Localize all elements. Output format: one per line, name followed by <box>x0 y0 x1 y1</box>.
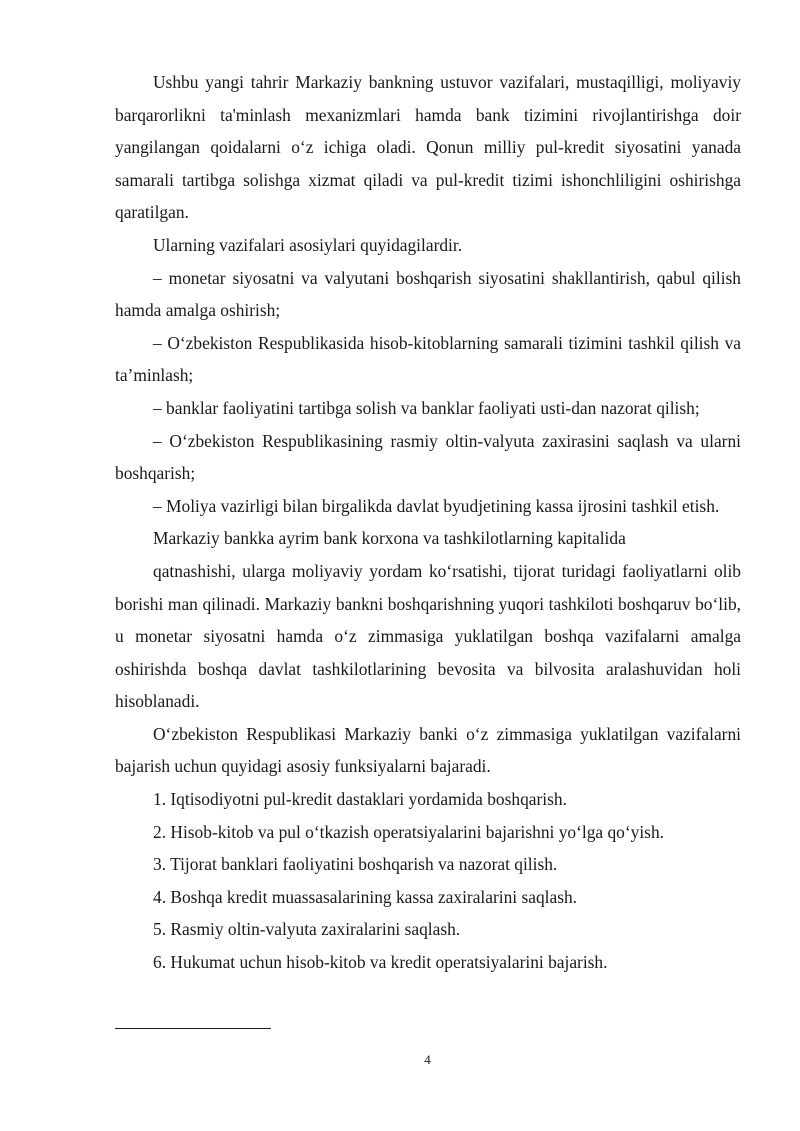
paragraph-intro: Ushbu yangi tahrir Markaziy bankning ustuvor vazifalari, mustaqilligi, moliyaviy barqarorlikni ta'minlash mexanizmlari hamda bank tizimini rivojlantirishga doir yangilangan qoidalarni o‘z ichiga oladi. Qonun milliy pul-kredit siyosatini yanada samarali tartibga solishga xizmat qiladi va pul-kredit tizimi ishonchliligini oshirishga qaratilgan. <box>115 72 741 223</box>
task-item-monetary-policy: – monetar siyosatni va valyutani boshqarish siyosatini shakllantirish, qabul qilish hamda amalga oshirish; <box>115 267 741 321</box>
function-item: 5. Rasmiy oltin-valyuta zaxiralarini saqlash. <box>153 919 461 940</box>
paragraph-functions-intro: O‘zbekiston Respublikasi Markaziy banki o‘z zimmasiga yuklatilgan vazifalarni bajarish uchun quyidagi asosiy funksiyalarni bajaradi. <box>115 723 741 777</box>
paragraph-restrictions-start: Markaziy bankka ayrim bank korxona va tashkilotlarning kapitalida <box>153 528 626 549</box>
function-item: 1. Iqtisodiyotni pul-kredit dastaklari yordamida boshqarish. <box>153 789 567 810</box>
function-item: 3. Tijorat banklari faoliyatini boshqarish va nazorat qilish. <box>153 854 558 875</box>
function-item: 4. Boshqa kredit muassasalarining kassa zaxiralarini saqlash. <box>153 886 578 907</box>
function-item: 6. Hukumat uchun hisob-kitob va kredit operatsiyalarini bajarish. <box>153 952 608 973</box>
task-item-bank-supervision: – banklar faoliyatini tartibga solish va banklar faoliyati usti-dan nazorat qilish; <box>153 397 700 418</box>
function-item: 2. Hisob-kitob va pul o‘tkazish operatsiyalarini bajarishni yo‘lga qo‘yish. <box>153 821 664 842</box>
page-number: 4 <box>424 1052 431 1067</box>
task-item-settlement-system: – O‘zbekiston Respublikasida hisob-kitoblarning samarali tizimini tashkil qilish va ta’minlash; <box>115 332 741 386</box>
task-item-budget-execution: – Moliya vazirligi bilan birgalikda davlat byudjetining kassa ijrosini tashkil etish. <box>153 495 720 516</box>
task-item-reserves: – O‘zbekiston Respublikasining rasmiy oltin-valyuta zaxirasini saqlash va ularni boshqarish; <box>115 430 741 484</box>
paragraph-tasks-heading: Ularning vazifalari asosiylari quyidagilardir. <box>153 234 463 255</box>
footnote-divider <box>115 1028 271 1029</box>
document-body <box>115 66 741 979</box>
paragraph-restrictions: qatnashishi, ularga moliyaviy yordam ko‘rsatishi, tijorat turidagi faoliyatlarni olib borishi man qilinadi. Markaziy bankni boshqarishning yuqori tashkiloti boshqaruv bo‘lib, u monetar siyosatni hamda o‘z zimmasiga yuklatilgan boshqa vazifalarni amalga oshirishda boshqa davlat tashkilotlarining bevosita va bilvosita aralashuvidan holi hisoblanadi. <box>115 560 741 712</box>
